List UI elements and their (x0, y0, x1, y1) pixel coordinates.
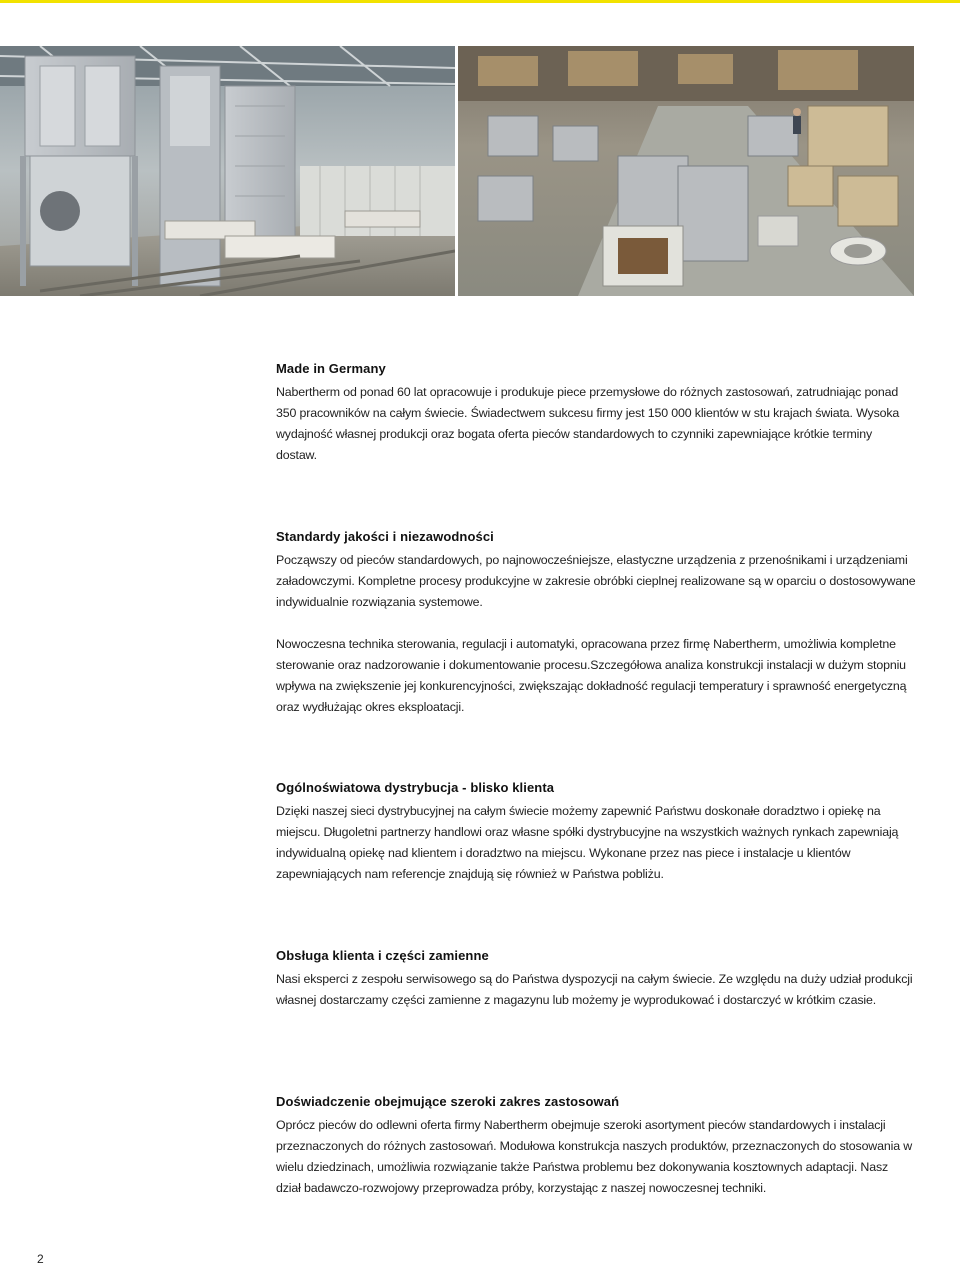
section-paragraph: Nowoczesna technika sterowania, regulacji i automatyki, opracowana przez firmę Nabertherm, umożliwia kompletne sterowanie oraz nadzorowanie i dokumentowanie procesu.Szczegółowa analiza konstrukcji instalacji w dużym stopniu wpływa na zwiększenie jej konkurencyjności, zwiększając dokładność regulacji temperatury i sprawność energetyczną oraz wydłużając okres eksploatacji. (276, 637, 907, 714)
section-made-in-germany (276, 359, 916, 466)
section-title: Ogólnoświatowa dystrybucja - blisko klienta (276, 780, 555, 795)
section-title: Standardy jakości i niezawodności (276, 529, 494, 544)
section-quality-standards (276, 527, 916, 718)
section-paragraph: Począwszy od pieców standardowych, po najnowocześniejsze, elastyczne urządzenia z przenośnikami i urządzeniami załadowczymi. Kompletne procesy produkcyjne w zakresie obróbki cieplnej realizowane są w oparciu o dostosowywane indywidualnie rozwiązania systemowe. (276, 553, 916, 609)
page-number: 2 (37, 1252, 44, 1266)
section-paragraph: Nabertherm od ponad 60 lat opracowuje i produkuje piece przemysłowe do różnych zastosowań, zatrudniając ponad 350 pracowników na całym świecie. Świadectwem sukcesu firmy jest 150 000 klientów w stu krajach świata. Wysoka wydajność własnej produkcji oraz bogata oferta pieców standardowych to czynniki zapewniające krótkie terminy dostaw. (276, 385, 900, 462)
section-title: Doświadczenie obejmujące szeroki zakres zastosowań (276, 1094, 620, 1109)
section-paragraph: Nasi eksperci z zespołu serwisowego są do Państwa dyspozycji na całym świecie. Ze względu na duży udział produkcji własnej dostarczamy części zamienne z magazynu lub możemy je wyprodukować i dostarczyć w krótkim czasie. (276, 972, 913, 1007)
section-worldwide-distribution (276, 778, 916, 885)
top-accent-bar (0, 0, 960, 3)
section-title: Made in Germany (276, 361, 386, 376)
section-paragraph: Dzięki naszej sieci dystrybucyjnej na całym świecie możemy zapewnić Państwu doskonałe doradztwo i opiekę na miejscu. Długoletni partnerzy handlowi oraz własne spółki dystrybucyjne na wszystkich ważnych rynkach zapewniają indywidualną opiekę nad klientem i doradztwo na miejscu. Wykonane przez nas piece i instalacje u klientów zapewniających nam referencje znajdują się również w Państwa pobliżu. (276, 804, 899, 881)
section-title: Obsługa klienta i części zamienne (276, 948, 489, 963)
section-experience (276, 1092, 916, 1199)
production-hall-photo (458, 46, 914, 296)
section-paragraph: Oprócz pieców do odlewni oferta firmy Nabertherm obejmuje szeroki asortyment pieców standardowych i instalacji przeznaczonych do różnych zastosowań. Modułowa konstrukcja naszych produktów, przeznaczonych do stosowania w wielu dziedzinach, umożliwia rozwiązanie także Państwa problemu bez dokonywania kosztownych adaptacji. Nasz dział badawczo-rozwojowy przeprowadza próby, korzystając z naszej nowoczesnej techniki. (276, 1118, 913, 1195)
section-customer-service (276, 946, 916, 1011)
factory-furnaces-photo (0, 46, 455, 296)
